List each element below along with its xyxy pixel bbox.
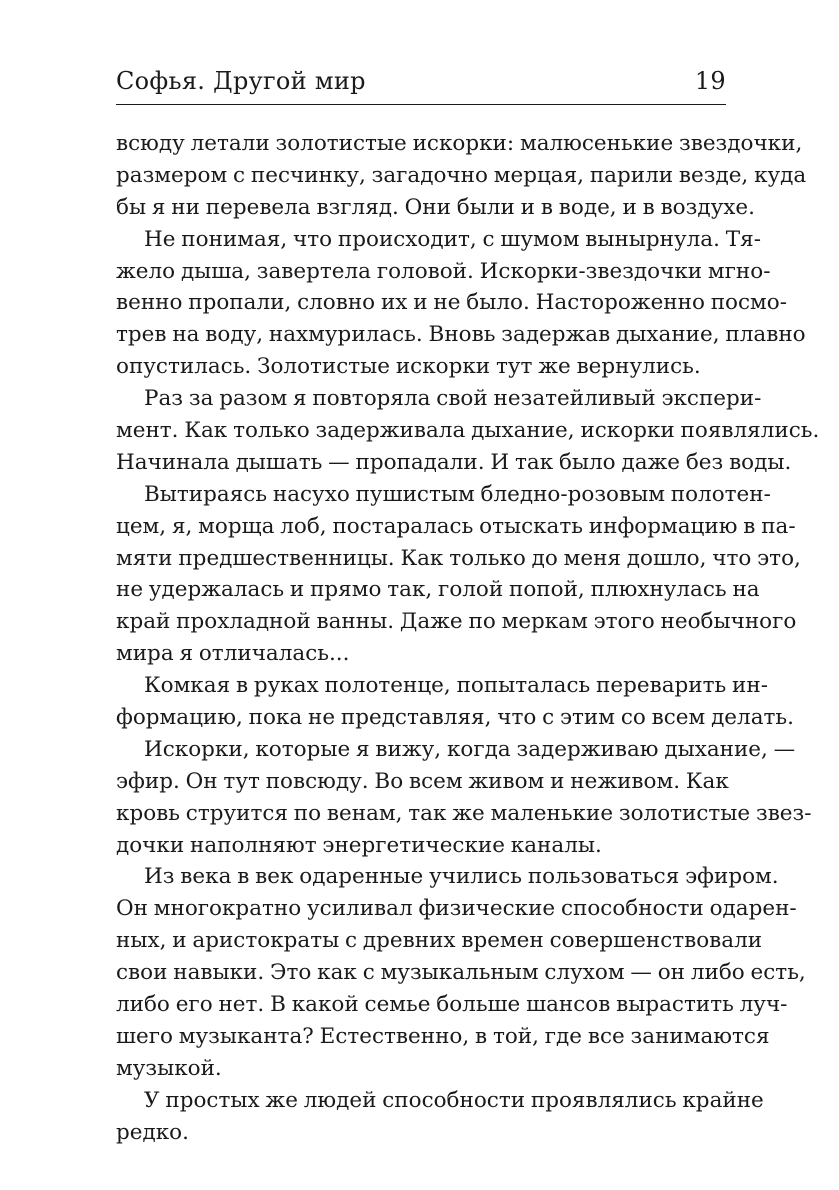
paragraph — [116, 383, 820, 479]
text-line: цем, я, морща лоб, постаралась отыскать информацию в па- — [116, 513, 796, 539]
text-line: мяти предшественницы. Как только до меня дошло, что это, — [116, 545, 801, 571]
paragraph — [116, 1085, 764, 1149]
paragraph — [116, 224, 806, 383]
text-line: либо его нет. В какой семье больше шансов вырастить луч- — [116, 992, 788, 1018]
text-line: венно пропали, словно их и не было. Настороженно посмо- — [116, 290, 787, 316]
paragraph — [116, 128, 807, 224]
paragraph — [116, 670, 794, 734]
text-line: Начинала дышать — пропадали. И так было даже без воды. — [116, 449, 792, 475]
text-line: свои навыки. Это как с музыкальным слухом — он либо есть, — [116, 960, 806, 986]
text-line: Раз за разом я повторяла свой незатейливый экспери- — [144, 386, 762, 412]
text-line: мент. Как только задерживала дыхание, искорки появлялись. — [116, 418, 820, 444]
running-head — [116, 64, 726, 98]
paragraph — [116, 479, 801, 670]
text-line: Он многократно усиливал физические способности одарен- — [116, 896, 797, 922]
text-line: Комкая в руках полотенце, попыталась переварить ин- — [144, 673, 768, 699]
text-line: не удержалась и прямо так, голой попой, плюхнулась на — [116, 577, 760, 603]
text-line: У простых же людей способности проявлялись крайне — [144, 1087, 764, 1113]
text-line: формацию, пока не представляя, что с этим со всем делать. — [116, 705, 794, 731]
text-line: Вытираясь насухо пушистым бледно-розовым полотен- — [144, 481, 771, 507]
body-text — [116, 128, 820, 1149]
paragraph — [116, 734, 812, 862]
text-line: всюду летали золотистые искорки: малюсенькие звездочки, — [116, 131, 803, 156]
text-line: шего музыканта? Естественно, в той, где все занимаются — [116, 1023, 770, 1049]
text-line: эфир. Он тут повсюду. Во всем живом и неживом. Как — [116, 768, 729, 794]
text-line: дочки наполняют энергетические каналы. — [116, 832, 602, 858]
running-title: Софья. Другой мир — [116, 67, 366, 95]
text-line: редко. — [116, 1119, 189, 1145]
text-line: опустилась. Золотистые искорки тут же вернулись. — [116, 354, 701, 380]
text-line: край прохладной ванны. Даже по меркам этого необычного — [116, 609, 797, 635]
text-line: ных, и аристократы с древних времен совершенствовали — [116, 928, 763, 954]
header-rule — [116, 104, 726, 105]
text-line: Из века в век одаренные учились пользоваться эфиром. — [144, 864, 779, 890]
text-line: Не понимая, что происходит, с шумом вынырнула. Тя- — [144, 226, 761, 252]
text-line: трев на воду, нахмурилась. Вновь задержав дыхание, плавно — [116, 322, 806, 348]
page-number: 19 — [694, 67, 726, 95]
paragraph — [116, 861, 806, 1084]
text-line: музыкой. — [116, 1055, 222, 1081]
text-line: Искорки, которые я вижу, когда задерживаю дыхание, — — [144, 736, 796, 762]
text-line: размером с песчинку, загадочно мерцая, парили везде, куда — [116, 162, 807, 188]
text-line: кровь струится по венам, так же маленькие золотистые звез- — [116, 800, 812, 826]
text-line: жело дыша, завертела головой. Искорки-звездочки мгно- — [116, 258, 771, 284]
text-line: бы я ни перевела взгляд. Они были и в воде, и в воздухе. — [116, 194, 755, 220]
text-line: мира я отличалась... — [116, 641, 350, 667]
